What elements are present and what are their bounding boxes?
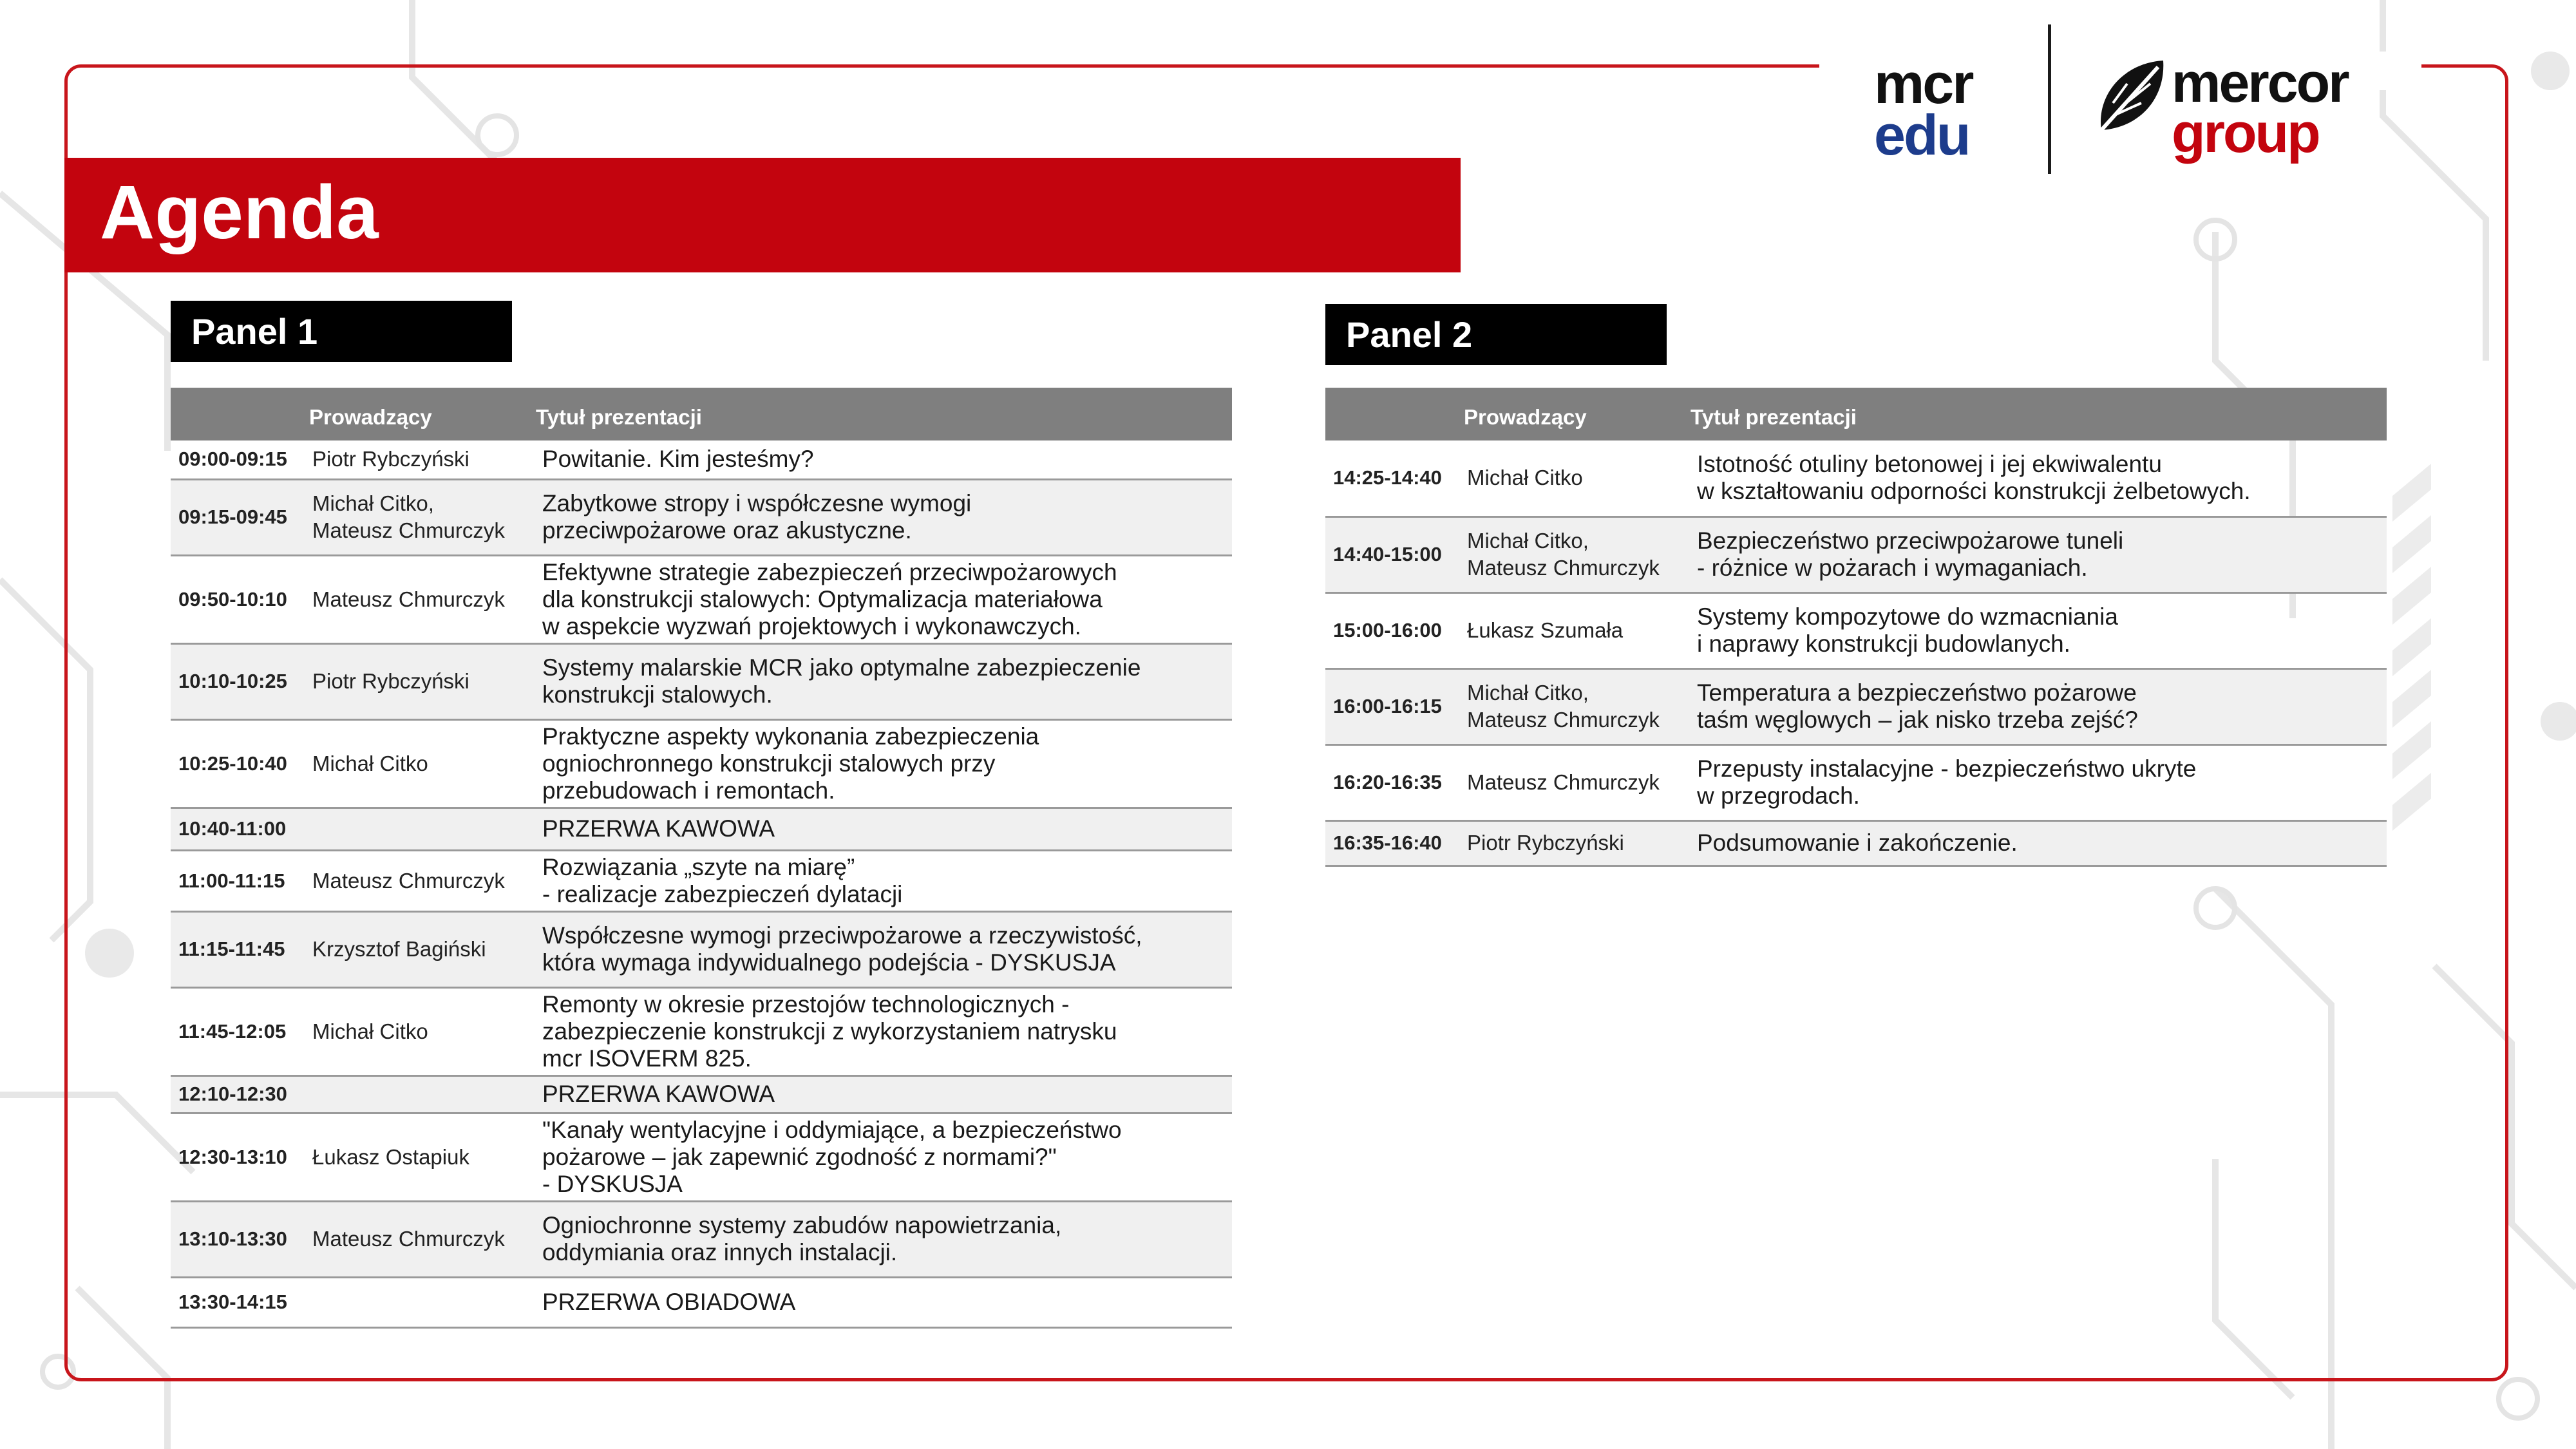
table-row xyxy=(171,911,1232,987)
title-cell: PRZERWA KAWOWA xyxy=(536,808,1232,850)
speaker-cell: Michał Citko, Mateusz Chmurczyk xyxy=(1461,668,1690,744)
group-logo-text: group xyxy=(2172,102,2319,164)
time-cell: 09:00-09:15 xyxy=(171,440,306,479)
speaker-cell: Łukasz Ostapiuk xyxy=(306,1113,536,1201)
title-cell: PRZERWA KAWOWA xyxy=(536,1075,1232,1113)
time-cell: 12:30-13:10 xyxy=(171,1113,306,1201)
speaker-cell: Michał Citko xyxy=(1461,440,1690,516)
title-cell: Temperatura a bezpieczeństwo pożarowe taśm węglowych – jak nisko trzeba zejść? xyxy=(1690,668,2387,744)
table-row xyxy=(1325,592,2387,668)
title-cell: Powitanie. Kim jesteśmy? xyxy=(536,440,1232,479)
title-cell: Istotność otuliny betonowej i jej ekwiwalentu w kształtowaniu odporności konstrukcji żelbetowych. xyxy=(1690,440,2387,516)
time-cell: 11:15-11:45 xyxy=(171,911,306,987)
speaker-cell: Michał Citko, Mateusz Chmurczyk xyxy=(1461,516,1690,592)
mcr-edu-logo xyxy=(1874,52,1973,167)
mercor-group-logo xyxy=(2172,52,2348,164)
title-cell: PRZERWA OBIADOWA xyxy=(536,1277,1232,1327)
table-row xyxy=(171,555,1232,643)
table-row xyxy=(1325,440,2387,516)
table-row xyxy=(171,719,1232,808)
mcr-logo-text: mcr xyxy=(1874,52,1973,115)
page-title: Agenda xyxy=(100,170,379,255)
speaker-cell xyxy=(306,1075,536,1113)
speaker-cell: Piotr Rybczyński xyxy=(306,440,536,479)
title-column-header: Tytuł prezentacji xyxy=(1690,388,2387,440)
speaker-cell: Michał Citko xyxy=(306,719,536,808)
speaker-cell: Michał Citko xyxy=(306,987,536,1075)
time-cell: 11:00-11:15 xyxy=(171,850,306,911)
table-row xyxy=(171,440,1232,479)
speaker-column-header: Prowadzący xyxy=(171,388,536,440)
table-row xyxy=(1325,668,2387,744)
panel-1-label: Panel 1 xyxy=(171,301,512,362)
time-cell: 14:25-14:40 xyxy=(1325,440,1461,516)
title-cell: Bezpieczeństwo przeciwpożarowe tuneli - różnice w pożarach i wymaganiach. xyxy=(1690,516,2387,592)
time-cell: 13:30-14:15 xyxy=(171,1277,306,1327)
time-cell: 10:25-10:40 xyxy=(171,719,306,808)
speaker-cell: Mateusz Chmurczyk xyxy=(306,555,536,643)
title-cell: Zabytkowe stropy i współczesne wymogi przeciwpożarowe oraz akustyczne. xyxy=(536,479,1232,555)
panel-1-agenda-table xyxy=(171,388,1232,1329)
table-row xyxy=(171,850,1232,911)
table-row xyxy=(171,643,1232,719)
time-cell: 10:10-10:25 xyxy=(171,643,306,719)
table-row xyxy=(171,479,1232,555)
logo-divider xyxy=(2048,24,2051,174)
leaf-logo-icon xyxy=(2096,58,2167,135)
edu-logo-text: edu xyxy=(1874,103,1969,167)
mercor-logo-text: mercor xyxy=(2172,52,2348,114)
title-cell: Rozwiązania „szyte na miarę” - realizacje zabezpieczeń dylatacji xyxy=(536,850,1232,911)
title-cell: Remonty w okresie przestojów technologicznych - zabezpieczenie konstrukcji z wykorzystaniem natrysku mcr ISOVERM 825. xyxy=(536,987,1232,1075)
panel-2-label: Panel 2 xyxy=(1325,304,1667,365)
time-cell: 12:10-12:30 xyxy=(171,1075,306,1113)
table-row xyxy=(1325,516,2387,592)
time-cell: 09:15-09:45 xyxy=(171,479,306,555)
speaker-cell: Piotr Rybczyński xyxy=(306,643,536,719)
speaker-cell: Łukasz Szumała xyxy=(1461,592,1690,668)
time-cell: 09:50-10:10 xyxy=(171,555,306,643)
speaker-cell: Mateusz Chmurczyk xyxy=(1461,744,1690,820)
time-cell: 14:40-15:00 xyxy=(1325,516,1461,592)
title-cell: "Kanały wentylacyjne i oddymiające, a bezpieczeństwo pożarowe – jak zapewnić zgodność z normami?" - DYSKUSJA xyxy=(536,1113,1232,1201)
panel-2-agenda-table xyxy=(1325,388,2387,867)
title-cell: Podsumowanie i zakończenie. xyxy=(1690,820,2387,866)
speaker-cell xyxy=(306,808,536,850)
time-cell: 13:10-13:30 xyxy=(171,1201,306,1277)
table-row xyxy=(171,1201,1232,1277)
speaker-cell: Krzysztof Bagiński xyxy=(306,911,536,987)
speaker-cell: Mateusz Chmurczyk xyxy=(306,1201,536,1277)
table-row xyxy=(171,808,1232,850)
table-row xyxy=(171,1075,1232,1113)
time-cell: 11:45-12:05 xyxy=(171,987,306,1075)
speaker-cell xyxy=(306,1277,536,1327)
title-column-header: Tytuł prezentacji xyxy=(536,388,1232,440)
title-cell: Praktyczne aspekty wykonania zabezpieczenia ogniochronnego konstrukcji stalowych przy przebudowach i remontach. xyxy=(536,719,1232,808)
speaker-column-header: Prowadzący xyxy=(1325,388,1690,440)
table-header-row xyxy=(1325,388,2387,440)
title-cell: Systemy kompozytowe do wzmacniania i naprawy konstrukcji budowlanych. xyxy=(1690,592,2387,668)
title-cell: Efektywne strategie zabezpieczeń przeciwpożarowych dla konstrukcji stalowych: Optymalizacja materiałowa w aspekcie wyzwań projektowych i wykonawczych. xyxy=(536,555,1232,643)
table-row xyxy=(171,1113,1232,1201)
time-cell: 15:00-16:00 xyxy=(1325,592,1461,668)
time-cell: 10:40-11:00 xyxy=(171,808,306,850)
table-row xyxy=(1325,820,2387,866)
table-row xyxy=(1325,744,2387,820)
time-cell: 16:00-16:15 xyxy=(1325,668,1461,744)
table-row xyxy=(171,1277,1232,1327)
title-cell: Ogniochronne systemy zabudów napowietrzania, oddymiania oraz innych instalacji. xyxy=(536,1201,1232,1277)
title-cell: Współczesne wymogi przeciwpożarowe a rzeczywistość, która wymaga indywidualnego podejścia - DYSKUSJA xyxy=(536,911,1232,987)
title-cell: Przepusty instalacyjne - bezpieczeństwo ukryte w przegrodach. xyxy=(1690,744,2387,820)
speaker-cell: Mateusz Chmurczyk xyxy=(306,850,536,911)
speaker-cell: Michał Citko, Mateusz Chmurczyk xyxy=(306,479,536,555)
table-row xyxy=(171,987,1232,1075)
time-cell: 16:35-16:40 xyxy=(1325,820,1461,866)
time-cell: 16:20-16:35 xyxy=(1325,744,1461,820)
title-cell: Systemy malarskie MCR jako optymalne zabezpieczenie konstrukcji stalowych. xyxy=(536,643,1232,719)
table-header-row xyxy=(171,388,1232,440)
speaker-cell: Piotr Rybczyński xyxy=(1461,820,1690,866)
